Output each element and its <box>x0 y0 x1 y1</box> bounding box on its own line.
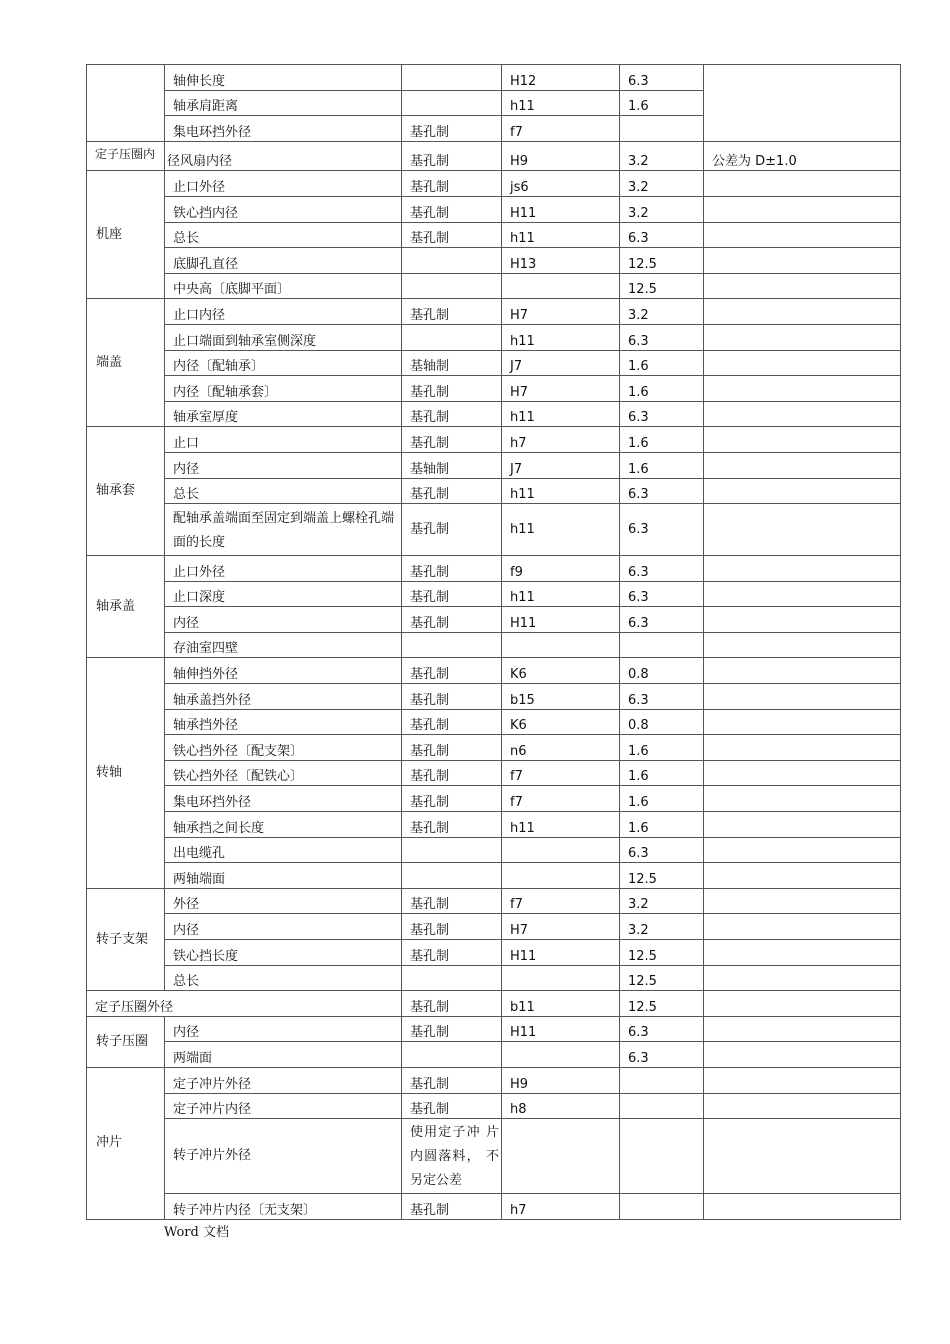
table-row <box>87 452 901 478</box>
group-cell: 定子压圈内 <box>87 141 165 171</box>
note-cell <box>704 427 901 453</box>
ra-cell: 1.6 <box>620 812 704 838</box>
fit-cell: J7 <box>502 452 620 478</box>
group-cell: 端盖 <box>87 299 165 427</box>
note-cell <box>704 478 901 504</box>
ra-cell: 3.2 <box>620 141 704 171</box>
table-row <box>87 222 901 248</box>
table-row <box>87 350 901 376</box>
note-cell <box>704 350 901 376</box>
note-cell <box>704 1042 901 1068</box>
item-cell: 轴承挡之间长度 <box>165 812 402 838</box>
item-cell: 铁心挡外径〔配铁心〕 <box>165 760 402 786</box>
system-cell: 基孔制 <box>402 401 502 427</box>
ra-cell: 12.5 <box>620 965 704 991</box>
group-cell: 冲片 <box>87 1067 165 1219</box>
ra-cell <box>620 116 704 142</box>
system-cell: 基孔制 <box>402 940 502 966</box>
ra-cell: 1.6 <box>620 760 704 786</box>
system-cell: 基孔制 <box>402 478 502 504</box>
fit-cell: h11 <box>502 90 620 116</box>
fit-cell: h11 <box>502 581 620 607</box>
table-row <box>87 1042 901 1068</box>
system-cell <box>402 324 502 350</box>
fit-cell: f7 <box>502 786 620 812</box>
table-row <box>87 581 901 607</box>
fit-cell: b15 <box>502 684 620 710</box>
ra-cell: 12.5 <box>620 273 704 299</box>
system-cell: 基孔制 <box>402 658 502 684</box>
fit-cell: H11 <box>502 196 620 222</box>
table-row <box>87 1194 901 1220</box>
table-row <box>87 1119 901 1194</box>
system-cell: 基孔制 <box>402 760 502 786</box>
note-cell <box>704 684 901 710</box>
ra-cell: 6.3 <box>620 401 704 427</box>
table-row <box>87 1067 901 1093</box>
system-cell: 基孔制 <box>402 607 502 633</box>
table-row <box>87 248 901 274</box>
table-row <box>87 914 901 940</box>
fit-cell: H11 <box>502 607 620 633</box>
item-cell: 铁心挡外径〔配支架〕 <box>165 735 402 761</box>
note-cell <box>704 658 901 684</box>
table-row <box>87 556 901 582</box>
system-cell: 基轴制 <box>402 350 502 376</box>
ra-cell: 1.6 <box>620 376 704 402</box>
ra-cell: 0.8 <box>620 658 704 684</box>
item-cell: 止口外径 <box>165 556 402 582</box>
fit-cell: K6 <box>502 658 620 684</box>
group-cell: 转子支架 <box>87 888 165 990</box>
ra-cell: 3.2 <box>620 196 704 222</box>
note-cell <box>704 196 901 222</box>
fit-cell: f7 <box>502 760 620 786</box>
fit-cell: h11 <box>502 504 620 556</box>
item-cell: 总长 <box>165 965 402 991</box>
note-cell <box>704 863 901 889</box>
item-cell: 止口深度 <box>165 581 402 607</box>
system-cell: 基孔制 <box>402 141 502 171</box>
table-row <box>87 684 901 710</box>
fit-cell: f7 <box>502 116 620 142</box>
table-row <box>87 196 901 222</box>
system-cell: 基孔制 <box>402 1093 502 1119</box>
system-cell <box>402 248 502 274</box>
table-row <box>87 632 901 658</box>
note-cell <box>704 1093 901 1119</box>
item-cell: 存油室四壁 <box>165 632 402 658</box>
item-cell: 外径 <box>165 888 402 914</box>
item-cell: 内径 <box>165 914 402 940</box>
fit-cell: J7 <box>502 350 620 376</box>
item-cell: 轴承肩距离 <box>165 90 402 116</box>
ra-cell: 1.6 <box>620 427 704 453</box>
system-cell: 基孔制 <box>402 299 502 325</box>
ra-cell: 3.2 <box>620 914 704 940</box>
fit-cell: h11 <box>502 401 620 427</box>
item-cell: 定子冲片内径 <box>165 1093 402 1119</box>
item-cell: 止口外径 <box>165 171 402 197</box>
note-cell <box>704 222 901 248</box>
ra-cell: 6.3 <box>620 684 704 710</box>
table-row <box>87 709 901 735</box>
item-cell: 轴承室厚度 <box>165 401 402 427</box>
table-row <box>87 607 901 633</box>
fit-cell: n6 <box>502 735 620 761</box>
system-cell: 基孔制 <box>402 735 502 761</box>
table-row <box>87 735 901 761</box>
table-row <box>87 376 901 402</box>
system-cell <box>402 90 502 116</box>
system-cell: 基孔制 <box>402 427 502 453</box>
fit-cell: h11 <box>502 222 620 248</box>
item-cell: 集电环挡外径 <box>165 116 402 142</box>
note-cell <box>704 914 901 940</box>
system-cell: 基孔制 <box>402 684 502 710</box>
item-cell: 总长 <box>165 478 402 504</box>
ra-cell <box>620 1093 704 1119</box>
table-row <box>87 478 901 504</box>
system-cell: 基孔制 <box>402 1016 502 1042</box>
ra-cell: 6.3 <box>620 504 704 556</box>
note-cell <box>704 299 901 325</box>
fit-cell: h7 <box>502 427 620 453</box>
item-cell: 两端面 <box>165 1042 402 1068</box>
item-cell: 内径 <box>165 1016 402 1042</box>
item-cell: 铁心挡长度 <box>165 940 402 966</box>
system-cell <box>402 1042 502 1068</box>
note-cell <box>704 735 901 761</box>
table-row <box>87 991 901 1017</box>
fit-cell: h11 <box>502 324 620 350</box>
item-cell: 轴伸挡外径 <box>165 658 402 684</box>
tolerance-table <box>86 64 901 1220</box>
item-cell: 内径〔配轴承〕 <box>165 350 402 376</box>
group-cell: 转子压圈 <box>87 1016 165 1067</box>
fit-cell <box>502 1042 620 1068</box>
ra-cell: 1.6 <box>620 452 704 478</box>
ra-cell: 6.3 <box>620 556 704 582</box>
fit-cell: H9 <box>502 141 620 171</box>
fit-cell <box>502 837 620 863</box>
table-row <box>87 837 901 863</box>
item-cell: 止口端面到轴承室侧深度 <box>165 324 402 350</box>
table-row <box>87 1016 901 1042</box>
ra-cell: 3.2 <box>620 171 704 197</box>
fit-cell: f7 <box>502 888 620 914</box>
ra-cell: 6.3 <box>620 324 704 350</box>
fit-cell <box>502 273 620 299</box>
note-cell <box>704 452 901 478</box>
table-row <box>87 427 901 453</box>
system-cell: 基孔制 <box>402 196 502 222</box>
table-row <box>87 863 901 889</box>
table-row <box>87 324 901 350</box>
item-cell: 出电缆孔 <box>165 837 402 863</box>
note-cell <box>704 1194 901 1220</box>
item-cell: 轴承盖挡外径 <box>165 684 402 710</box>
ra-cell: 12.5 <box>620 863 704 889</box>
fit-cell: f9 <box>502 556 620 582</box>
ra-cell: 6.3 <box>620 1042 704 1068</box>
note-cell <box>704 991 901 1017</box>
note-cell <box>704 709 901 735</box>
ra-cell: 1.6 <box>620 90 704 116</box>
fit-cell: H7 <box>502 914 620 940</box>
fit-cell: H12 <box>502 65 620 91</box>
table-row <box>87 141 901 171</box>
fit-cell: h7 <box>502 1194 620 1220</box>
item-cell: 内径 <box>165 452 402 478</box>
group-cell: 轴承套 <box>87 427 165 556</box>
note-cell <box>704 965 901 991</box>
item-cell: 止口 <box>165 427 402 453</box>
note-cell <box>704 786 901 812</box>
system-cell: 基孔制 <box>402 222 502 248</box>
note-cell <box>704 1067 901 1093</box>
fit-cell: H13 <box>502 248 620 274</box>
ra-cell: 6.3 <box>620 222 704 248</box>
item-cell: 配轴承盖端面至固定到端盖上螺栓孔端面的长度 <box>165 504 402 556</box>
ra-cell: 6.3 <box>620 607 704 633</box>
item-cell: 底脚孔直径 <box>165 248 402 274</box>
system-cell: 基孔制 <box>402 812 502 838</box>
item-cell: 定子冲片外径 <box>165 1067 402 1093</box>
system-cell: 基孔制 <box>402 786 502 812</box>
table-row <box>87 658 901 684</box>
ra-cell <box>620 1119 704 1194</box>
ra-cell <box>620 632 704 658</box>
note-cell <box>704 632 901 658</box>
system-cell: 基孔制 <box>402 1067 502 1093</box>
system-cell: 基轴制 <box>402 452 502 478</box>
ra-cell: 1.6 <box>620 735 704 761</box>
group-cell: 转轴 <box>87 658 165 888</box>
system-cell: 基孔制 <box>402 504 502 556</box>
system-cell: 基孔制 <box>402 991 502 1017</box>
group-cell: 定子压圈外径 <box>87 991 402 1017</box>
note-cell <box>704 65 901 142</box>
group-cell: 轴承盖 <box>87 556 165 658</box>
system-cell <box>402 837 502 863</box>
group-cell-empty <box>87 65 165 142</box>
ra-cell <box>620 1067 704 1093</box>
table-row <box>87 401 901 427</box>
table-row <box>87 171 901 197</box>
ra-cell: 6.3 <box>620 1016 704 1042</box>
note-cell: 公差为 D±1.0 <box>704 141 901 171</box>
system-cell: 基孔制 <box>402 888 502 914</box>
note-cell <box>704 1016 901 1042</box>
note-cell <box>704 273 901 299</box>
note-cell <box>704 888 901 914</box>
fit-cell: H9 <box>502 1067 620 1093</box>
system-cell: 基孔制 <box>402 556 502 582</box>
system-cell: 基孔制 <box>402 171 502 197</box>
note-cell <box>704 760 901 786</box>
fit-cell: H11 <box>502 1016 620 1042</box>
system-cell <box>402 965 502 991</box>
ra-cell: 6.3 <box>620 837 704 863</box>
fit-cell <box>502 632 620 658</box>
table-row <box>87 888 901 914</box>
table-row <box>87 965 901 991</box>
ra-cell <box>620 1194 704 1220</box>
ra-cell: 12.5 <box>620 248 704 274</box>
note-cell <box>704 324 901 350</box>
fit-cell: H7 <box>502 299 620 325</box>
system-cell <box>402 65 502 91</box>
table-row <box>87 504 901 556</box>
ra-cell: 12.5 <box>620 991 704 1017</box>
fit-cell: H11 <box>502 940 620 966</box>
system-cell <box>402 863 502 889</box>
system-cell: 基孔制 <box>402 116 502 142</box>
note-cell <box>704 504 901 556</box>
fit-cell: H7 <box>502 376 620 402</box>
note-cell <box>704 376 901 402</box>
system-cell <box>402 273 502 299</box>
note-cell <box>704 171 901 197</box>
note-cell <box>704 556 901 582</box>
note-cell <box>704 837 901 863</box>
item-cell: 轴伸长度 <box>165 65 402 91</box>
ra-cell: 6.3 <box>620 65 704 91</box>
group-cell: 机座 <box>87 171 165 299</box>
table-row <box>87 940 901 966</box>
fit-cell <box>502 965 620 991</box>
fit-cell: h8 <box>502 1093 620 1119</box>
fit-cell: K6 <box>502 709 620 735</box>
item-cell: 内径 <box>165 607 402 633</box>
table-row <box>87 760 901 786</box>
item-cell: 集电环挡外径 <box>165 786 402 812</box>
note-cell <box>704 940 901 966</box>
system-cell: 基孔制 <box>402 581 502 607</box>
item-cell: 中央高〔底脚平面〕 <box>165 273 402 299</box>
fit-cell: h11 <box>502 812 620 838</box>
item-cell: 转子冲片内径〔无支架〕 <box>165 1194 402 1220</box>
system-cell: 基孔制 <box>402 376 502 402</box>
item-cell: 轴承挡外径 <box>165 709 402 735</box>
note-cell <box>704 401 901 427</box>
system-cell <box>402 632 502 658</box>
system-cell: 使用定子冲 片内圆落料， 不另定公差 <box>402 1119 502 1194</box>
item-cell: 径风扇内径 <box>165 141 402 171</box>
ra-cell: 12.5 <box>620 940 704 966</box>
item-cell: 两轴端面 <box>165 863 402 889</box>
ra-cell: 1.6 <box>620 350 704 376</box>
fit-cell: b11 <box>502 991 620 1017</box>
ra-cell: 0.8 <box>620 709 704 735</box>
page-footer: Word 文档 <box>164 1225 229 1240</box>
item-cell: 转子冲片外径 <box>165 1119 402 1194</box>
note-cell <box>704 812 901 838</box>
ra-cell: 1.6 <box>620 786 704 812</box>
table-row <box>87 65 901 91</box>
item-cell: 铁心挡内径 <box>165 196 402 222</box>
item-cell: 内径〔配轴承套〕 <box>165 376 402 402</box>
fit-cell <box>502 863 620 889</box>
note-cell <box>704 248 901 274</box>
system-cell: 基孔制 <box>402 1194 502 1220</box>
fit-cell <box>502 1119 620 1194</box>
ra-cell: 6.3 <box>620 478 704 504</box>
ra-cell: 6.3 <box>620 581 704 607</box>
table-row <box>87 812 901 838</box>
table-row <box>87 1093 901 1119</box>
note-cell <box>704 607 901 633</box>
note-cell <box>704 1119 901 1194</box>
item-cell: 总长 <box>165 222 402 248</box>
fit-cell: js6 <box>502 171 620 197</box>
table-row <box>87 273 901 299</box>
fit-cell: h11 <box>502 478 620 504</box>
note-cell <box>704 581 901 607</box>
system-cell: 基孔制 <box>402 914 502 940</box>
table-row <box>87 786 901 812</box>
ra-cell: 3.2 <box>620 299 704 325</box>
system-cell: 基孔制 <box>402 709 502 735</box>
ra-cell: 3.2 <box>620 888 704 914</box>
item-cell: 止口内径 <box>165 299 402 325</box>
table-row <box>87 299 901 325</box>
